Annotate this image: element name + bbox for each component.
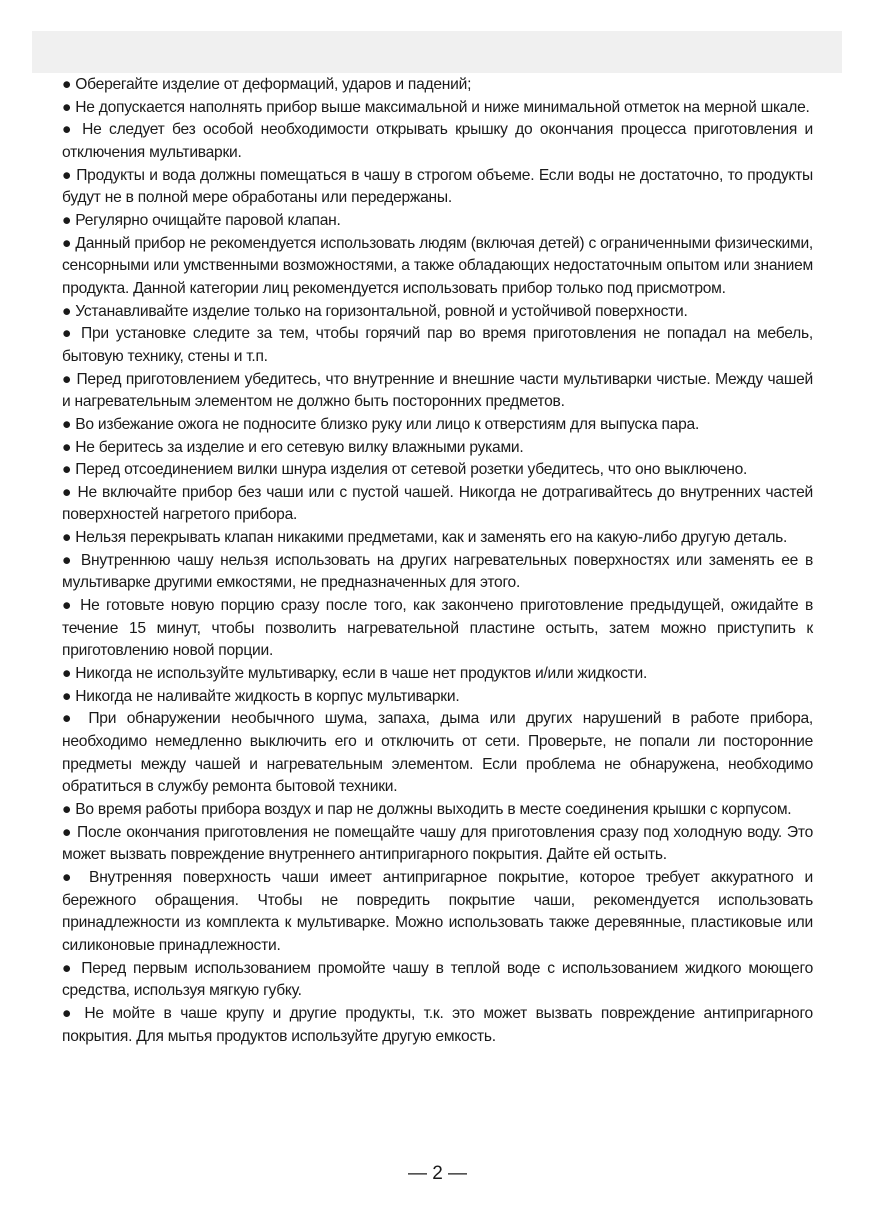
page-number: — 2 — (407, 1163, 468, 1184)
bullet: ● (62, 597, 74, 615)
instruction-text: При установке следите за тем, чтобы горячий пар во время приготовления не попадал на мебель, бытовую технику, стены и т.п. (62, 325, 813, 365)
bullet: ● (62, 370, 72, 388)
instruction-text: Внутренняя поверхность чаши имеет антипригарное покрытие, которое требует аккуратного и бережного обращения. Чтобы не повредить покрытие чаши, рекомендуется использовать принадлежности из комплекта к мультиварке. Можно использовать также деревянные, пластиковые или силиконовые принадлежности. (62, 868, 814, 954)
bullet: ● (62, 529, 72, 547)
instruction-item (62, 74, 813, 97)
instruction-item (62, 686, 813, 709)
instruction-text: Не включайте прибор без чаши или с пустой чашей. Никогда не дотрагивайтесь до внутренних частей поверхностей нагретого прибора. (62, 483, 813, 524)
instruction-item (62, 437, 813, 460)
instruction-text: Никогда не наливайте жидкость в корпус мультиварки. (75, 687, 460, 705)
bullet: ● (62, 801, 72, 818)
bullet: ● (62, 959, 75, 977)
instruction-item (62, 663, 813, 686)
bullet: ● (62, 325, 75, 343)
instruction-item (62, 867, 813, 958)
instruction-item (62, 527, 813, 550)
instruction-text: После окончания приготовления не помещайте чашу для приготовления сразу под холодную воду. Это может вызвать повреждение внутреннего антипригарного покрытия. Дайте ей остыть. (62, 823, 813, 864)
instruction-text: Не мойте в чаше крупу и другие продукты, т.к. это может вызвать повреждение антипригарного покрытия. Для мытья продуктов используйте другую емкость. (62, 1004, 813, 1045)
instruction-item (62, 799, 813, 822)
instruction-text: Данный прибор не рекомендуется использовать людям (включая детей) с ограниченными физическими, сенсорными или умственными возможностями, а также обладающих недостаточным опытом или знанием продукта. Данной категории лиц рекомендуется использовать прибор только под присмотром. (62, 234, 814, 297)
instruction-item (62, 595, 813, 663)
instruction-item (62, 97, 813, 120)
bullet: ● (62, 868, 79, 886)
instruction-item (62, 414, 813, 437)
instruction-text: Не беритесь за изделие и его сетевую вилку влажными руками. (75, 438, 524, 456)
header-band (32, 31, 842, 73)
instruction-text: Никогда не используйте мультиварку, если в чаше нет продуктов и/или жидкости. (75, 665, 648, 683)
instruction-item (62, 958, 813, 1003)
instruction-item (62, 482, 813, 527)
instruction-text: Нельзя перекрывать клапан никакими предметами, как и заменять его на какую-либо другую деталь. (75, 529, 788, 547)
bullet: ● (62, 461, 72, 479)
instruction-text: Внутреннюю чашу нельзя использовать на других нагревательных поверхностях или заменять ее в мультиварке другими емкостями, не предназначенных для этого. (62, 551, 813, 592)
instruction-text: Перед первым использованием промойте чашу в теплой воде с использованием жидкого моющего средства, используя мягкую губку. (62, 959, 814, 1000)
instruction-item (62, 1003, 813, 1048)
bullet: ● (62, 234, 72, 252)
instruction-text: При обнаружении необычного шума, запаха, дыма или других нарушений в работе прибора, необходимо немедленно выключить его и отключить от сети. Проверьте, не попали ли посторонние предметы между чашей и нагревательным элементом. Если проблема не обнаружена, необходимо обратиться в службу ремонта бытовой техники. (62, 710, 813, 796)
bullet: ● (62, 76, 72, 93)
instruction-text: Не следует без особой необходимости открывать крышку до окончания процесса приготовления и отключения мультиварки. (62, 121, 813, 161)
instruction-text: Перед приготовлением убедитесь, что внутренние и внешние части мультиварки чистые. Между чашей и нагревательным элементом не должно быть посторонних предметов. (62, 370, 813, 411)
instruction-item (62, 210, 813, 233)
instruction-text: Во избежание ожога не подносите близко руку или лицо к отверстиям для выпуска пара. (75, 415, 700, 433)
instruction-text: Во время работы прибора воздух и пар не должны выходить в месте соединения крышки с корпусом. (75, 801, 792, 818)
instruction-item (62, 550, 813, 595)
instruction-item (62, 459, 813, 482)
bullet: ● (62, 166, 72, 184)
bullet: ● (62, 687, 72, 705)
instruction-item (62, 708, 813, 799)
instruction-item (62, 119, 813, 164)
instruction-text: Не готовьте новую порцию сразу после того, как закончено приготовление предыдущей, ожидайте в течение 15 минут, чтобы позволить нагревательной пластине остыть, затем можно приступить к приготовлению новой порции. (62, 597, 813, 660)
instruction-item (62, 822, 813, 867)
instruction-text: Оберегайте изделие от деформаций, ударов и падений; (75, 76, 472, 93)
instruction-item (62, 369, 813, 414)
instruction-item (62, 165, 813, 210)
bullet: ● (62, 98, 72, 116)
instruction-item (62, 301, 813, 324)
instruction-text: Продукты и вода должны помещаться в чашу в строгом объеме. Если воды не достаточно, то продукты будут не в полной мере обработаны или передержаны. (62, 166, 813, 207)
bullet: ● (62, 823, 73, 841)
bullet: ● (62, 710, 78, 728)
bullet: ● (62, 302, 72, 320)
bullet: ● (62, 1004, 76, 1022)
bullet: ● (62, 121, 75, 139)
instruction-text: Не допускается наполнять прибор выше максимальной и ниже минимальной отметок на мерной шкале. (75, 98, 810, 116)
bullet: ● (62, 211, 72, 229)
bullet: ● (62, 415, 72, 433)
instruction-text: Устанавливайте изделие только на горизонтальной, ровной и устойчивой поверхности. (75, 302, 688, 320)
instruction-item (62, 323, 813, 368)
bullet: ● (62, 665, 72, 683)
bullet: ● (62, 551, 74, 569)
bullet: ● (62, 438, 72, 456)
instruction-text: Перед отсоединением вилки шнура изделия от сетевой розетки убедитесь, что оно выключено. (75, 461, 748, 479)
instruction-text: Регулярно очищайте паровой клапан. (75, 211, 341, 229)
bullet: ● (62, 483, 73, 501)
instruction-item (62, 233, 813, 301)
safety-instructions (62, 74, 813, 1048)
